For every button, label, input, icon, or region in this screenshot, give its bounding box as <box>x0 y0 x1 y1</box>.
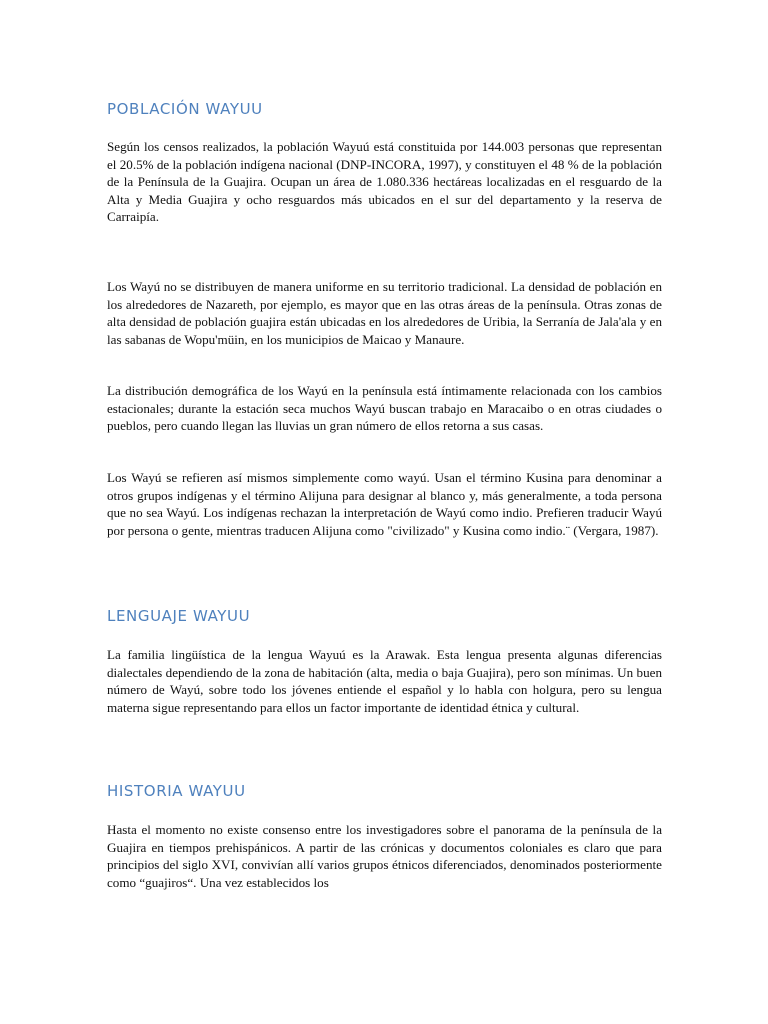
section-heading-lenguaje: LENGUAJE WAYUU <box>107 607 251 625</box>
paragraph-poblacion-2: Los Wayú no se distribuyen de manera uniforme en su territorio tradicional. La densidad de población en los alrededores de Nazareth, por ejemplo, es mayor que en las otras áreas de la península. Otras zonas de alta densidad de población guajira están ubicadas en los alrededores de Uribia, la Serranía de Jala'ala y en las sabanas de Wopu'müin, en los municipios de Maicao y Manaure. <box>107 279 662 347</box>
paragraph-poblacion-1: Según los censos realizados, la población Wayuú está constituida por 144.003 personas que representan el 20.5% de la población indígena nacional (DNP-INCORA, 1997), y constituyen el 48 % de la población de la Península de la Guajira. Ocupan un área de 1.080.336 hectáreas localizadas en el resguardo de la Alta y Media Guajira y ocho resguardos más ubicados en el sur del departamento y la reserva de Carraipía. <box>107 139 662 225</box>
paragraph-historia-1: Hasta el momento no existe consenso entre los investigadores sobre el panorama de la península de la Guajira en tiempos prehispánicos. A partir de las crónicas y documentos coloniales es claro que para principios del siglo XVI, convivían allí varios grupos étnicos diferenciados, denominados posteriormente como “guajiros“. Una vez establecidos los <box>107 822 662 890</box>
section-heading-historia: HISTORIA WAYUU <box>107 782 246 800</box>
section-heading-poblacion: POBLACIÓN WAYUU <box>107 100 263 118</box>
paragraph-lenguaje-1: La familia lingüística de la lengua Wayuú es la Arawak. Esta lengua presenta algunas diferencias dialectales dependiendo de la zona de habitación (alta, media o baja Guajira), pero son mínimas. Un buen número de Wayú, sobre todo los jóvenes entiende el español y lo habla con holgura, pero su lengua materna sigue representando para ellos un factor importante de identidad étnica y cultural. <box>107 647 662 715</box>
paragraph-poblacion-3: La distribución demográfica de los Wayú en la península está íntimamente relacionada con los cambios estacionales; durante la estación seca muchos Wayú buscan trabajo en Maracaibo o en otras ciudades o pueblos, pero cuando llegan las lluvias un gran número de ellos retorna a sus casas. <box>107 383 662 434</box>
paragraph-poblacion-4: Los Wayú se refieren así mismos simplemente como wayú. Usan el término Kusina para denominar a otros grupos indígenas y el término Alijuna para designar al blanco y, más generalmente, a toda persona que no sea Wayú. Los indígenas rechazan la interpretación de Wayú como indio. Prefieren traducir Wayú por persona o gente, mientras traducen Alijuna como "civilizado" y Kusina como indio.¨ (Vergara, 1987). <box>107 470 662 538</box>
